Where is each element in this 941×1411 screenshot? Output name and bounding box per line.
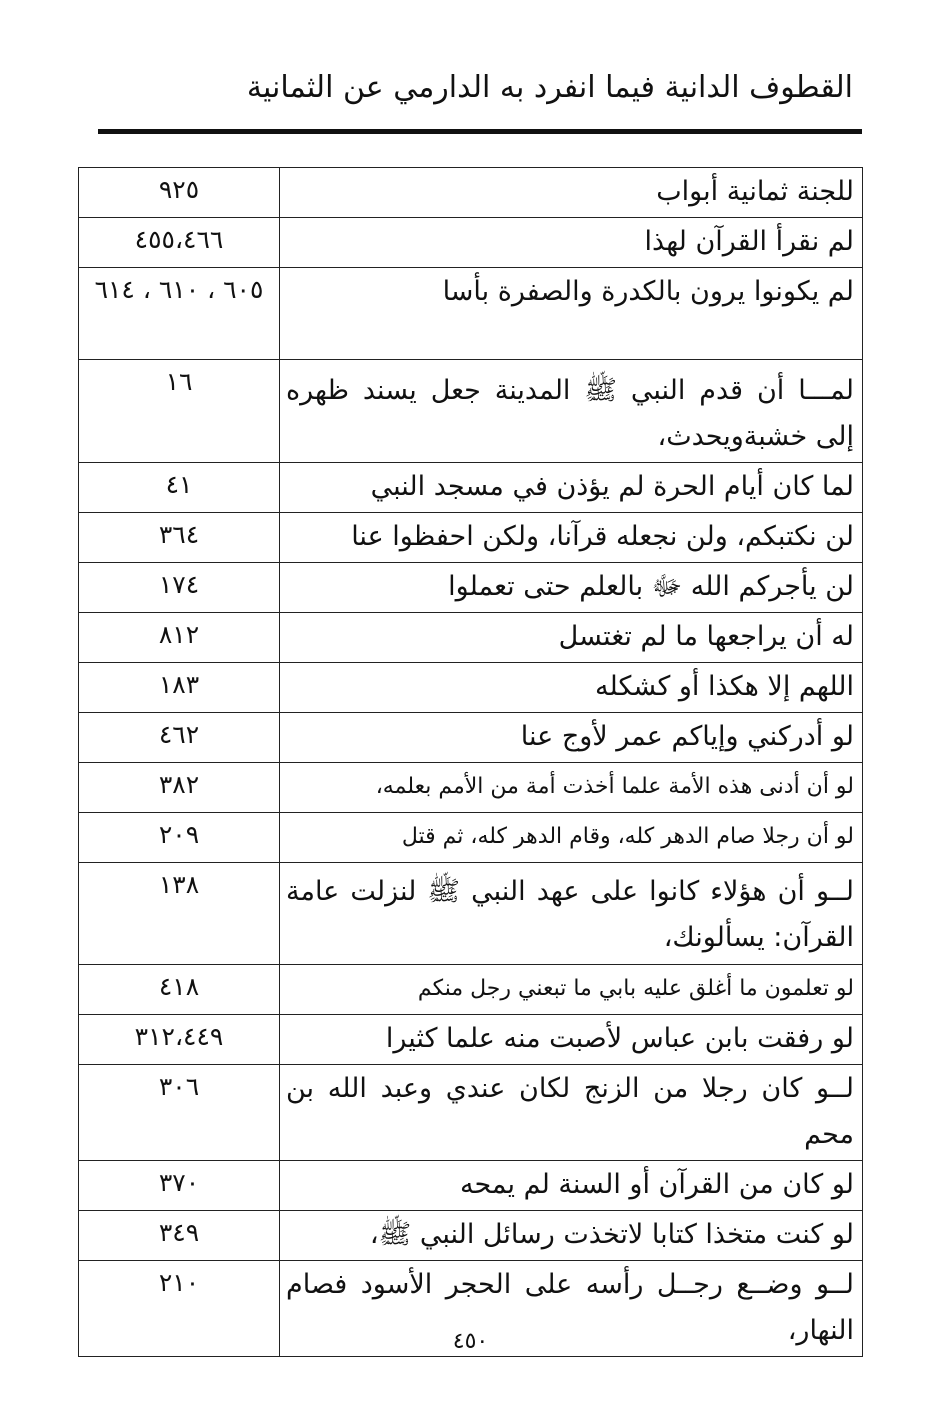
pages-cell: ٩٢٥ <box>79 168 280 218</box>
table-row <box>79 268 863 360</box>
pages-cell: ١٣٨ <box>79 863 280 965</box>
table-row <box>79 563 863 613</box>
table-row <box>79 965 863 1015</box>
pages-cell: ٤١ <box>79 463 280 513</box>
header-rule <box>98 129 862 134</box>
page-number: ٤٥٠ <box>452 1329 489 1354</box>
phrase-cell: لو أدركني وإياكم عمر لأوج عنا <box>280 713 863 763</box>
phrase-cell: لن يأجركم الله ﷻ بالعلم حتى تعملوا <box>280 563 863 613</box>
pages-cell: ١٧٤ <box>79 563 280 613</box>
pages-cell: ٣٦٤ <box>79 513 280 563</box>
table-row <box>79 763 863 813</box>
pages-cell: ١٨٣ <box>79 663 280 713</box>
phrase-cell: لن نكتبكم، ولن نجعله قرآنا، ولكن احفظوا عنا <box>280 513 863 563</box>
pages-cell: ٢١٠ <box>79 1261 280 1357</box>
table-row <box>79 613 863 663</box>
pages-cell: ٤١٨ <box>79 965 280 1015</box>
table-row <box>79 168 863 218</box>
pages-cell: ٣٨٢ <box>79 763 280 813</box>
phrase-cell: لــو أن هؤلاء كانوا على عهد النبي ﷺ لنزلت عامة القرآن: يسألونك، <box>280 863 863 965</box>
phrase-cell: لم نقرأ القرآن لهذا <box>280 218 863 268</box>
phrase-cell: لو كنت متخذا كتابا لاتخذت رسائل النبي ﷺ، <box>280 1211 863 1261</box>
phrase-cell: لو تعلمون ما أغلق عليه بابي ما تبعني رجل منكم <box>280 965 863 1015</box>
phrase-cell: لم يكونوا يرون بالكدرة والصفرة بأسا <box>280 268 863 360</box>
pages-cell: ١٦ <box>79 360 280 463</box>
phrase-cell: لو رفقت بابن عباس لأصبت منه علما كثيرا <box>280 1015 863 1065</box>
table-row <box>79 663 863 713</box>
pages-cell: ٣٧٠ <box>79 1161 280 1211</box>
table-row <box>79 513 863 563</box>
phrase-cell: لــو وضــع رجــل رأسه على الحجر الأسود فصام النهار، <box>280 1261 863 1357</box>
table-row <box>79 1161 863 1211</box>
table-row <box>79 1015 863 1065</box>
pages-cell: ٨١٢ <box>79 613 280 663</box>
table-row <box>79 463 863 513</box>
table-row <box>79 713 863 763</box>
pages-cell: ٤٥٥،٤٦٦ <box>79 218 280 268</box>
pages-cell: ٤٦٢ <box>79 713 280 763</box>
phrase-cell: لو أن رجلا صام الدهر كله، وقام الدهر كله، ثم قتل <box>280 813 863 863</box>
phrase-cell: له أن يراجعها ما لم تغتسل <box>280 613 863 663</box>
running-head: القطوف الدانية فيما انفرد به الدارمي عن الثمانية <box>246 70 853 105</box>
phrase-cell: لمـــا أن قدم النبي ﷺ المدينة جعل يسند ظهره إلى خشبةويحدث، <box>280 360 863 463</box>
pages-cell: ٣١٢،٤٤٩ <box>79 1015 280 1065</box>
table-row <box>79 218 863 268</box>
table-row <box>79 360 863 463</box>
pages-cell: ٦٠٥ ، ٦١٠ ، ٦١٤ <box>79 268 280 360</box>
pages-cell: ٢٠٩ <box>79 813 280 863</box>
phrase-cell: لــو كان رجلا من الزنج لكان عندي وعبد الله بن محم <box>280 1065 863 1161</box>
phrase-cell: لما كان أيام الحرة لم يؤذن في مسجد النبي <box>280 463 863 513</box>
phrase-cell: لو أن أدنى هذه الأمة علما أخذت أمة من الأمم بعلمه، <box>280 763 863 813</box>
table-row <box>79 1211 863 1261</box>
phrase-cell: لو كان من القرآن أو السنة لم يمحه <box>280 1161 863 1211</box>
pages-cell: ٣٠٦ <box>79 1065 280 1161</box>
phrase-cell: اللهم إلا هكذا أو كشكله <box>280 663 863 713</box>
table-row <box>79 1065 863 1161</box>
pages-cell: ٣٤٩ <box>79 1211 280 1261</box>
index-table <box>78 167 863 1357</box>
table-row <box>79 813 863 863</box>
phrase-cell: للجنة ثمانية أبواب <box>280 168 863 218</box>
table-row <box>79 863 863 965</box>
